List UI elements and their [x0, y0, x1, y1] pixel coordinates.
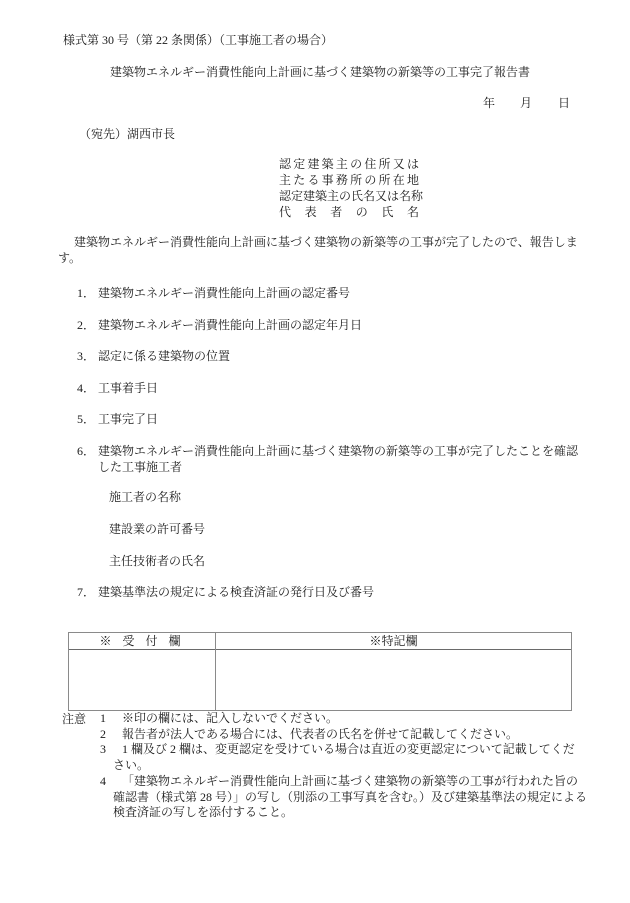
- contractor-name-label: 施工者の名称: [109, 490, 182, 504]
- applicant-office-label: 主たる事務所の所在地: [279, 173, 419, 187]
- remarks-cell: [216, 650, 571, 710]
- note-1: 1 ※印の欄には、記入しないでください。: [100, 711, 339, 725]
- item-construction-completion: 5． 工事完了日: [77, 412, 159, 426]
- chief-engineer-label: 主任技術者の氏名: [109, 554, 206, 568]
- form-number: 様式第 30 号（第 22 条関係）（工事施工者の場合）: [63, 33, 334, 47]
- item-building-location: 3． 認定に係る建築物の位置: [77, 349, 231, 363]
- intro-paragraph: [58, 235, 578, 266]
- note-2: 2 報告者が法人である場合には、代表者の氏名を併せて記載してください。: [100, 727, 519, 741]
- applicant-address-label: 認定建築主の住所又は: [279, 157, 419, 171]
- receipt-cell: [69, 650, 215, 710]
- table-header: [69, 633, 571, 650]
- date-day-label: 日: [558, 96, 571, 110]
- notes-label: 注意: [62, 712, 87, 726]
- receipt-remarks-table: [68, 632, 572, 711]
- construction-license-label: 建設業の許可番号: [109, 522, 206, 536]
- representative-name-label: 代表者の氏名: [279, 205, 419, 219]
- remarks-column-header: ※特記欄: [369, 634, 418, 648]
- item-contractor: 6． 建築物エネルギー消費性能向上計画に基づく建築物の新築等の工事が完了したことを確認 した工事施工者: [77, 444, 579, 474]
- addressee: （宛先）湖西市長: [79, 127, 176, 141]
- applicant-block: [279, 156, 424, 220]
- item-inspection-certificate: 7． 建築基準法の規定による検査済証の発行日及び番号: [77, 585, 375, 599]
- item-certification-date: 2． 建築物エネルギー消費性能向上計画の認定年月日: [77, 318, 363, 332]
- applicant-name-label: 認定建築主の氏名又は名称: [279, 189, 424, 203]
- intro-line-1: 建築物エネルギー消費性能向上計画に基づく建築物の新築等の工事が完了したので、報告しま: [74, 235, 578, 249]
- receipt-column-header: ※ 受 付 欄: [99, 634, 185, 648]
- intro-line-2: す。: [58, 250, 82, 265]
- date-year-label: 年: [483, 96, 496, 110]
- note-4: 4 「建築物エネルギー消費性能向上計画に基づく建築物の新築等の工事が行われた旨の 確認書（様式第 28 号）」の写し（別添の工事写真を含む。）及び建築基準法の規定による 検査済証の写しを添付すること。: [100, 774, 588, 820]
- note-3: 3 1 欄及び 2 欄は、変更認定を受けている場合は直近の変更認定について記載してくだ さい。: [100, 742, 575, 772]
- item-construction-start: 4． 工事着手日: [77, 381, 159, 395]
- item-certification-number: 1． 建築物エネルギー消費性能向上計画の認定番号: [77, 286, 351, 300]
- date-month-label: 月: [520, 96, 533, 110]
- document-title: 建築物エネルギー消費性能向上計画に基づく建築物の新築等の工事完了報告書: [110, 65, 531, 79]
